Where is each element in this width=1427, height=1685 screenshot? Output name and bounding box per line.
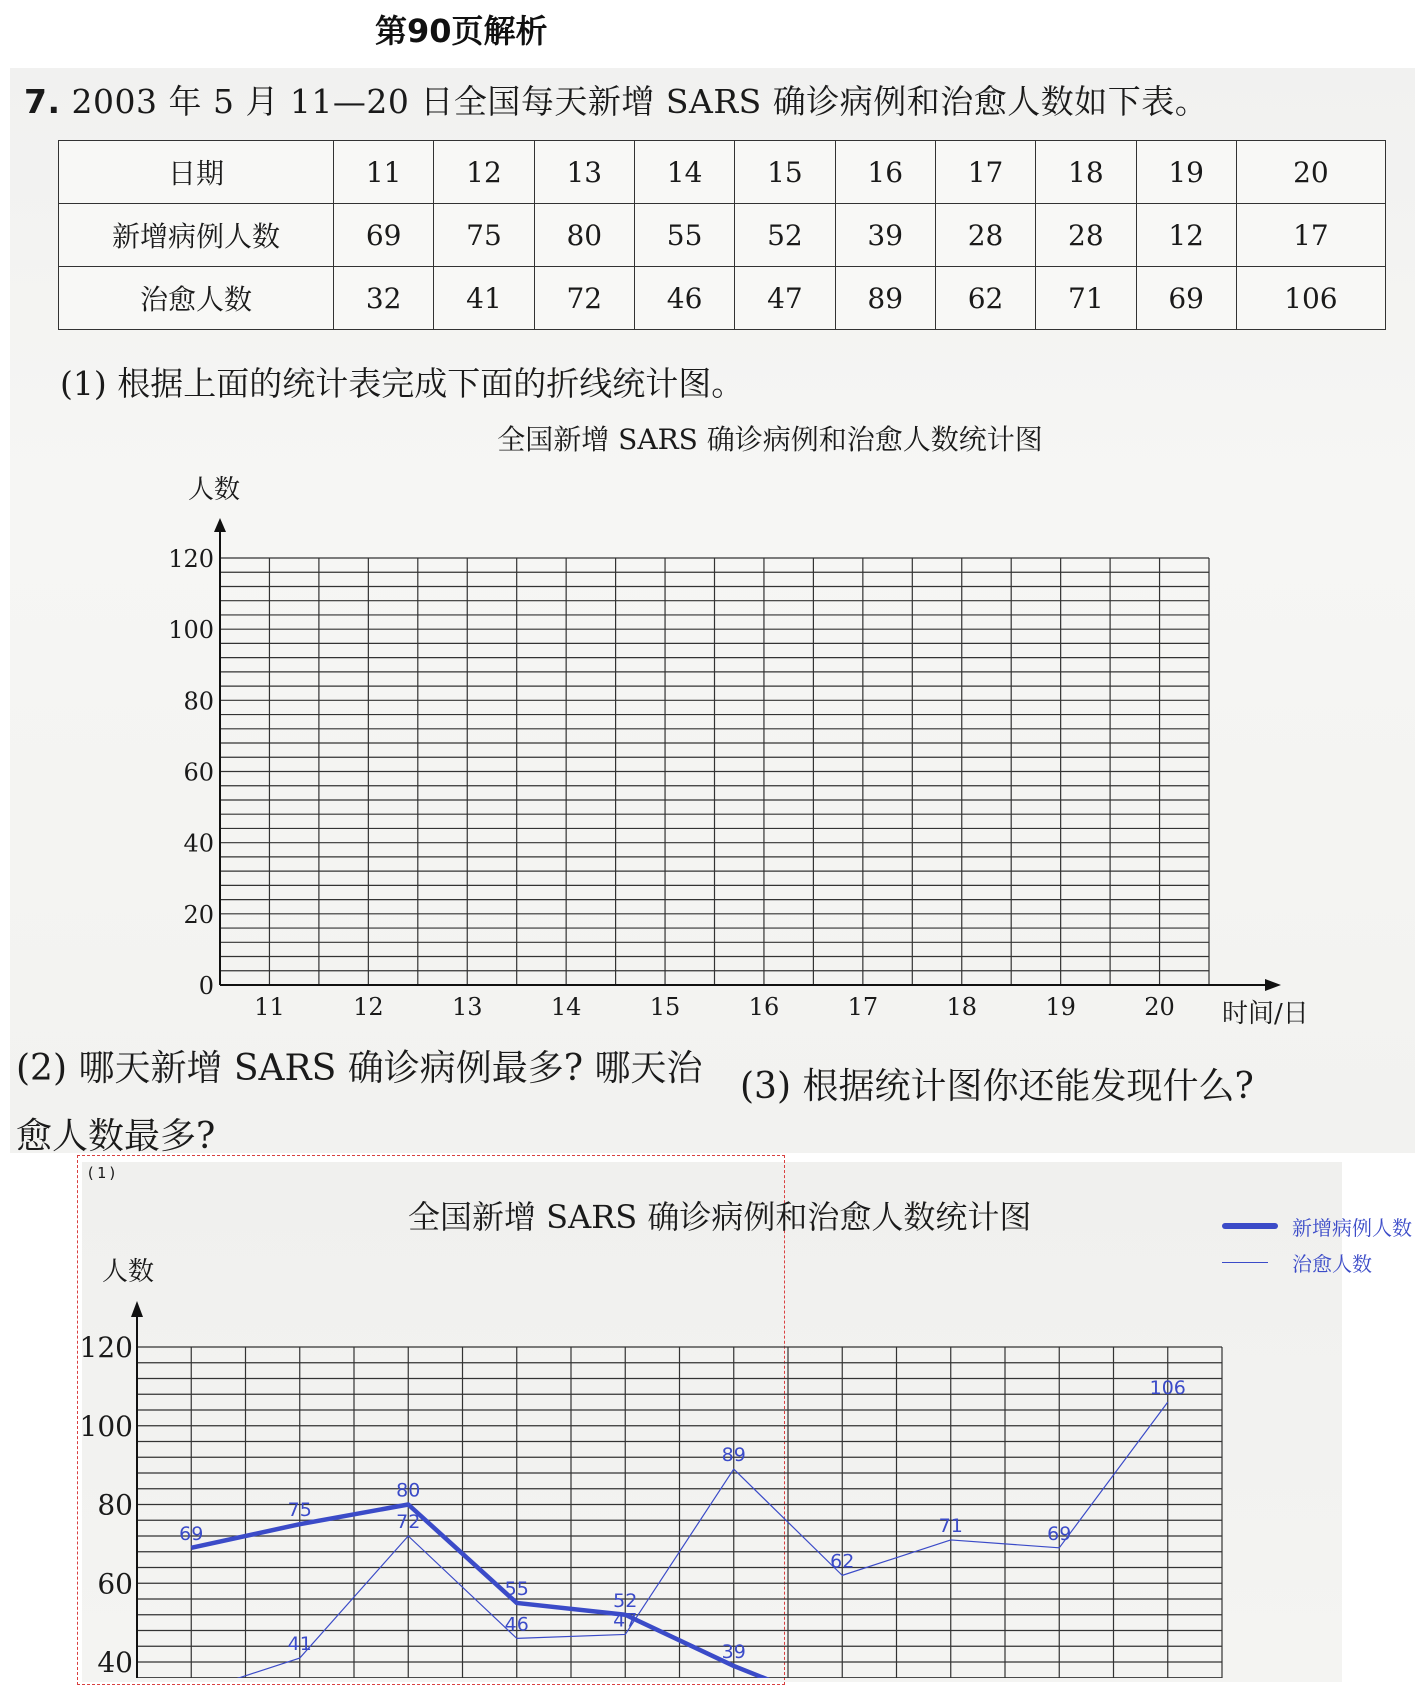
table-row-header: 治愈人数 (59, 267, 334, 330)
table-cell: 15 (735, 141, 835, 204)
data-label: 46 (504, 1613, 529, 1636)
answer-label: (1) (86, 1164, 120, 1182)
table-cell: 32 (334, 267, 434, 330)
table-row-header: 日期 (59, 141, 334, 204)
data-label: 39 (721, 1640, 746, 1663)
y-axis-label: 人数 (102, 1257, 155, 1287)
question-body: 2003 年 5 月 11—20 日全国每天新增 SARS 确诊病例和治愈人数如下表。 (71, 82, 1209, 121)
x-tick-label: 15 (649, 993, 681, 1021)
answer-line-chart (80, 1257, 1222, 1678)
y-tick-label: 120 (79, 1331, 133, 1364)
data-label: 72 (396, 1511, 421, 1533)
y-tick-label: 100 (79, 1409, 133, 1443)
table-cell: 80 (534, 204, 634, 267)
table-cell: 18 (1036, 141, 1136, 204)
y-tick-label: 40 (183, 829, 214, 858)
table-cell: 20 (1236, 141, 1385, 204)
legend-label: 新增病例人数 (1292, 1215, 1412, 1240)
y-tick-label: 80 (97, 1488, 133, 1522)
table-cell: 55 (634, 204, 734, 267)
y-axis-arrow-icon (131, 1301, 143, 1317)
table-cell: 69 (1136, 267, 1236, 330)
y-axis-label: 人数 (188, 475, 241, 505)
page-title: 第90页解析 (375, 12, 548, 50)
data-label: 62 (830, 1550, 855, 1573)
data-label: 75 (287, 1499, 312, 1522)
y-tick-label: 40 (97, 1646, 133, 1678)
data-label: 55 (504, 1577, 529, 1600)
sub-question-3: (3) 根据统计图你还能发现什么? (740, 1066, 1254, 1107)
data-label: 41 (287, 1633, 312, 1656)
table-cell: 69 (334, 204, 434, 267)
table-cell: 17 (1236, 204, 1385, 267)
table-cell: 106 (1236, 267, 1385, 330)
table-cell: 28 (935, 204, 1035, 267)
table-cell: 14 (634, 141, 734, 204)
sub-question-1: (1) 根据上面的统计表完成下面的折线统计图。 (60, 364, 745, 403)
data-label: 47 (613, 1609, 638, 1632)
table-cell: 71 (1036, 267, 1136, 330)
table-cell: 41 (434, 267, 534, 330)
table-cell: 72 (534, 267, 634, 330)
y-tick-label: 80 (183, 687, 214, 716)
data-label: 89 (721, 1444, 746, 1467)
y-tick-label: 120 (168, 545, 214, 573)
table-cell: 16 (835, 141, 935, 204)
table-cell: 12 (1136, 204, 1236, 267)
x-tick-label: 14 (550, 993, 582, 1021)
table-cell: 89 (835, 267, 935, 330)
y-axis-arrow-icon (214, 518, 226, 532)
table-cell: 39 (835, 204, 935, 267)
blank-chart-title: 全国新增 SARS 确诊病例和治愈人数统计图 (497, 423, 1043, 456)
data-label: 69 (179, 1522, 204, 1545)
x-tick-label: 20 (1144, 993, 1175, 1021)
table-cell: 47 (735, 267, 835, 330)
table-cell: 75 (434, 204, 534, 267)
y-tick-label: 60 (183, 758, 214, 787)
table-cell: 13 (534, 141, 634, 204)
answer-chart-title: 全国新增 SARS 确诊病例和治愈人数统计图 (408, 1198, 1032, 1236)
data-label: 80 (396, 1479, 421, 1502)
x-tick-label: 11 (254, 993, 285, 1021)
legend-label: 治愈人数 (1292, 1251, 1372, 1276)
table-cell: 52 (735, 204, 835, 267)
table-cell: 28 (1036, 204, 1136, 267)
question-number: 7. (24, 82, 61, 121)
table-cell: 62 (935, 267, 1035, 330)
x-tick-label: 19 (1045, 993, 1076, 1021)
table-cell: 12 (434, 141, 534, 204)
x-tick-label: 12 (353, 993, 384, 1021)
table-cell: 17 (935, 141, 1035, 204)
x-tick-label: 17 (847, 993, 879, 1021)
y-tick-label: 20 (183, 900, 214, 929)
x-tick-label: 13 (451, 993, 483, 1021)
table-cell: 19 (1136, 141, 1236, 204)
table-cell: 46 (634, 267, 734, 330)
data-label: 69 (1047, 1522, 1072, 1545)
data-label: 52 (613, 1589, 638, 1612)
data-label: 106 (1149, 1377, 1186, 1400)
y-tick-label: 60 (97, 1567, 133, 1601)
table-row-header: 新增病例人数 (59, 204, 334, 267)
x-tick-label: 18 (946, 993, 978, 1021)
table-cell: 11 (334, 141, 434, 204)
x-axis-arrow-icon (1265, 979, 1281, 991)
sub-question-2: (2) 哪天新增 SARS 确诊病例最多? 哪天治愈人数最多? (16, 1048, 703, 1157)
y-tick-label: 0 (198, 972, 214, 1000)
y-tick-label: 100 (168, 616, 214, 645)
data-label: 71 (938, 1514, 963, 1537)
x-tick-label: 16 (748, 993, 780, 1021)
x-axis-label: 时间/日 (1222, 999, 1309, 1029)
blank-line-chart (168, 475, 1309, 1029)
